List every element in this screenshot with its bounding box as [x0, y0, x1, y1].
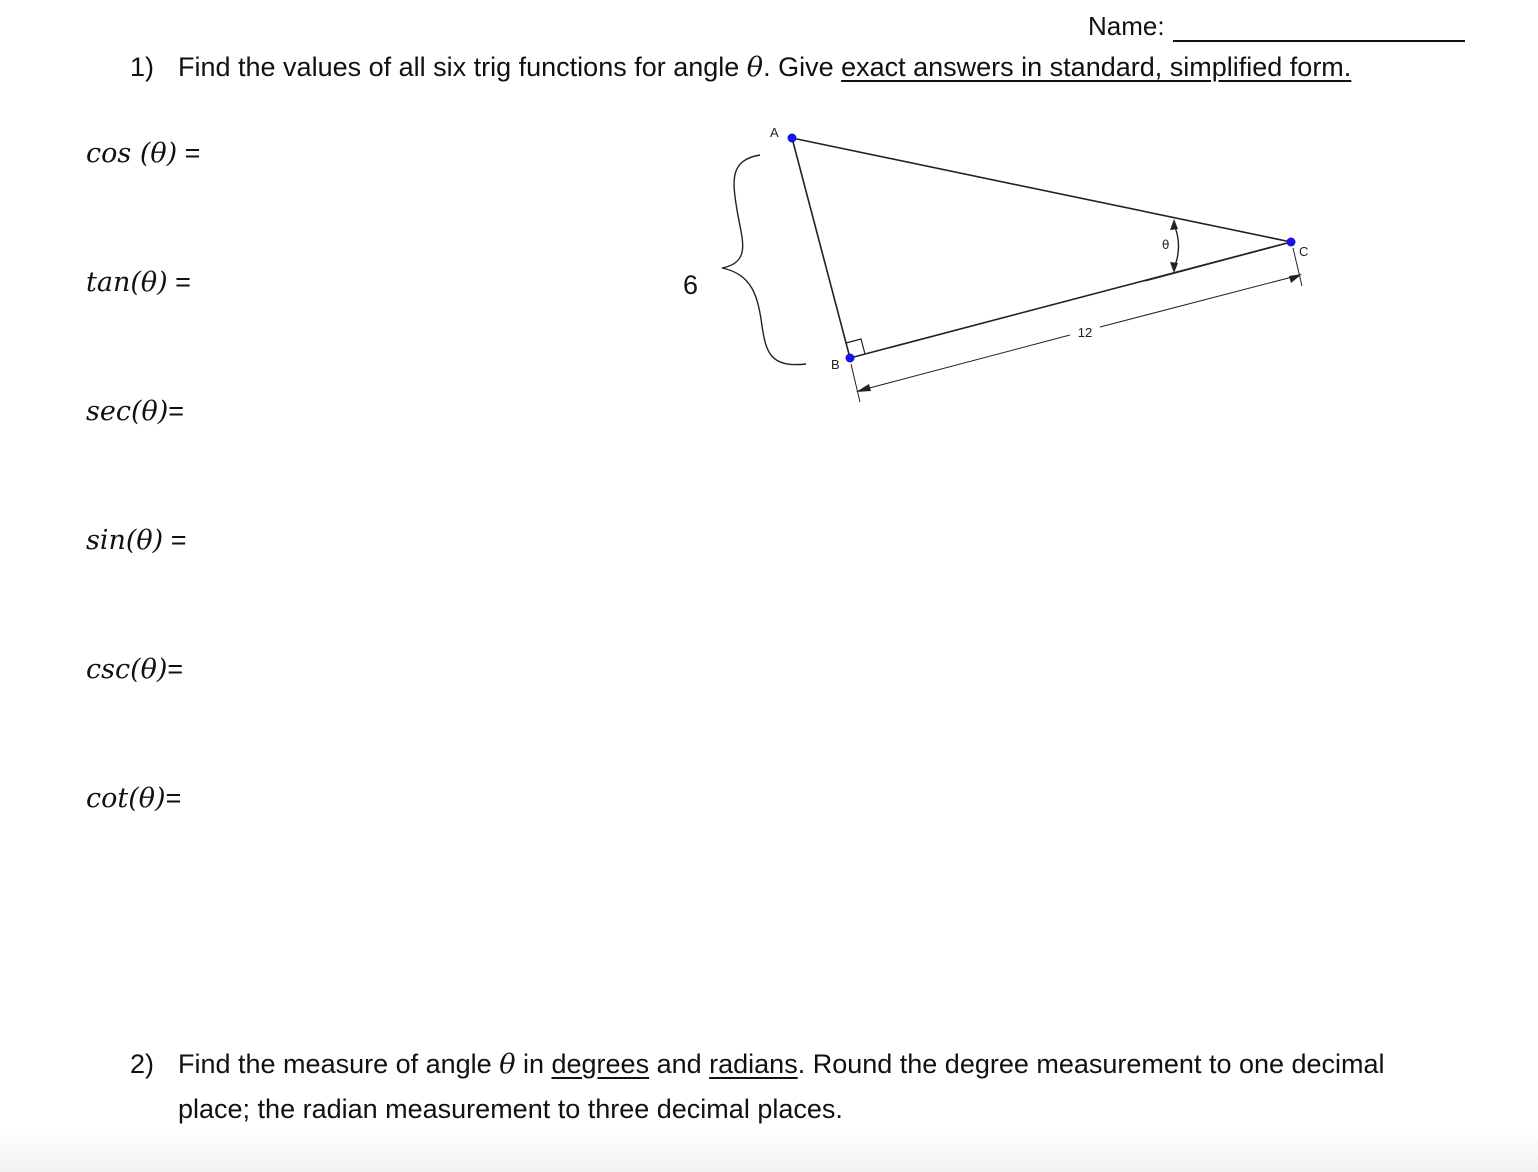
vertex-a-point	[788, 134, 797, 143]
question-1-underlined: exact answers in standard, simplified form.	[841, 52, 1352, 82]
question-2-theta: θ	[499, 1049, 516, 1080]
side-bc-length: 12	[1077, 325, 1093, 340]
bottom-shadow	[0, 1132, 1538, 1172]
theta-arrow-top	[1170, 219, 1178, 230]
question-1-text-a: Find the values of all six trig functions for angle	[178, 52, 747, 82]
dimension-line-right	[1100, 275, 1300, 327]
side-ac	[792, 138, 1291, 242]
vertex-b-point	[846, 354, 855, 363]
theta-arc	[1174, 225, 1179, 268]
question-2-text-c: and	[649, 1049, 710, 1079]
question-2-number: 2)	[130, 1049, 155, 1079]
dimension-tick-b	[851, 364, 860, 402]
question-2-radians: radians	[709, 1049, 798, 1079]
dimension-arrow-left	[856, 384, 871, 392]
question-2-line-2: place; the radian measurement to three decimal places.	[178, 1094, 843, 1124]
question-1-text-b: . Give	[763, 52, 842, 82]
question-2	[130, 1042, 1470, 1131]
vertex-c-label: C	[1299, 244, 1309, 259]
question-1-theta: θ	[746, 52, 764, 83]
side-ab-length: 6	[683, 270, 699, 300]
sec-equals: =	[168, 396, 185, 426]
csc-label: csc(θ)	[86, 654, 168, 685]
csc-equals: =	[167, 654, 184, 684]
side-ab-brace	[722, 155, 806, 365]
question-2-text-a: Find the measure of angle	[178, 1049, 500, 1079]
cot-label: cot(θ)	[86, 783, 166, 814]
sin-label: sin(θ)	[86, 525, 164, 556]
dimension-line-left	[858, 335, 1070, 391]
angle-theta-label: θ	[1162, 238, 1170, 252]
side-ab	[792, 138, 850, 358]
cot-equals: =	[165, 783, 182, 813]
cos-label: cos (θ)	[86, 138, 178, 169]
cos-equals: =	[177, 138, 201, 168]
tan-equals: =	[167, 267, 191, 297]
name-label: Name:	[1088, 11, 1165, 41]
sec-label: sec(θ)	[86, 396, 169, 427]
question-2-text-b: in	[515, 1049, 552, 1079]
vertex-c-point	[1287, 238, 1296, 247]
sin-equals: =	[163, 525, 187, 555]
question-2-line-1	[130, 1042, 1470, 1087]
tan-label: tan(θ)	[86, 267, 168, 298]
question-2-text-d: . Round the degree measurement to one decimal	[797, 1049, 1385, 1079]
vertex-a-label: A	[770, 125, 779, 140]
vertex-b-label: B	[831, 357, 840, 372]
question-2-degrees: degrees	[551, 1049, 650, 1079]
question-1-number: 1)	[130, 52, 155, 82]
